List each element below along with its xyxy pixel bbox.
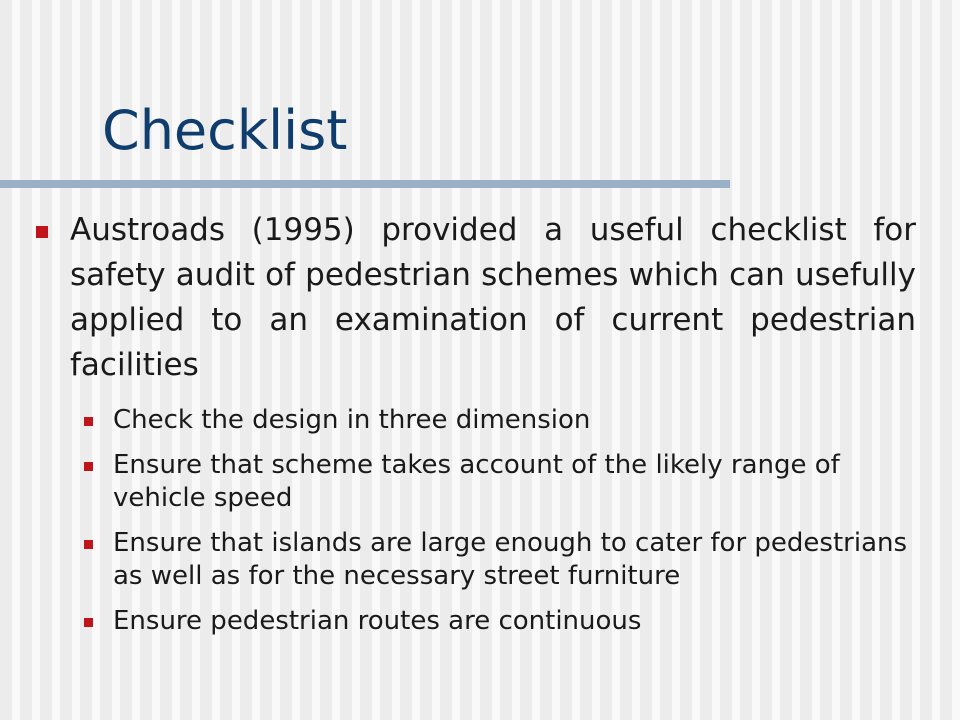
sub-bullet-text: Ensure pedestrian routes are continuous [113, 606, 642, 636]
sub-bullet-item [0, 449, 913, 515]
slide-title: Checklist [102, 99, 348, 162]
square-bullet-icon [84, 417, 93, 426]
square-bullet-icon [84, 618, 93, 627]
sub-bullet-text: Ensure that islands are large enough to cater for pedestrians as well as for the necessary street furniture [113, 528, 908, 591]
square-bullet-icon [84, 540, 93, 549]
sub-bullet-item [0, 605, 913, 638]
title-underline-rule [0, 180, 730, 188]
square-bullet-icon [84, 462, 93, 471]
sub-bullet-list [0, 404, 960, 638]
main-bullet-text: Austroads (1995) provided a useful checklist for safety audit of pedestrian schemes which can usefully applied to an examination of current pedestrian facilities [70, 212, 916, 383]
main-bullet-item [0, 208, 916, 388]
sub-bullet-item [0, 404, 913, 437]
sub-bullet-item [0, 527, 913, 593]
square-bullet-icon [36, 226, 48, 238]
slide-content [0, 208, 960, 650]
sub-bullet-text: Ensure that scheme takes account of the likely range of vehicle speed [113, 450, 840, 513]
sub-bullet-text: Check the design in three dimension [113, 405, 591, 435]
